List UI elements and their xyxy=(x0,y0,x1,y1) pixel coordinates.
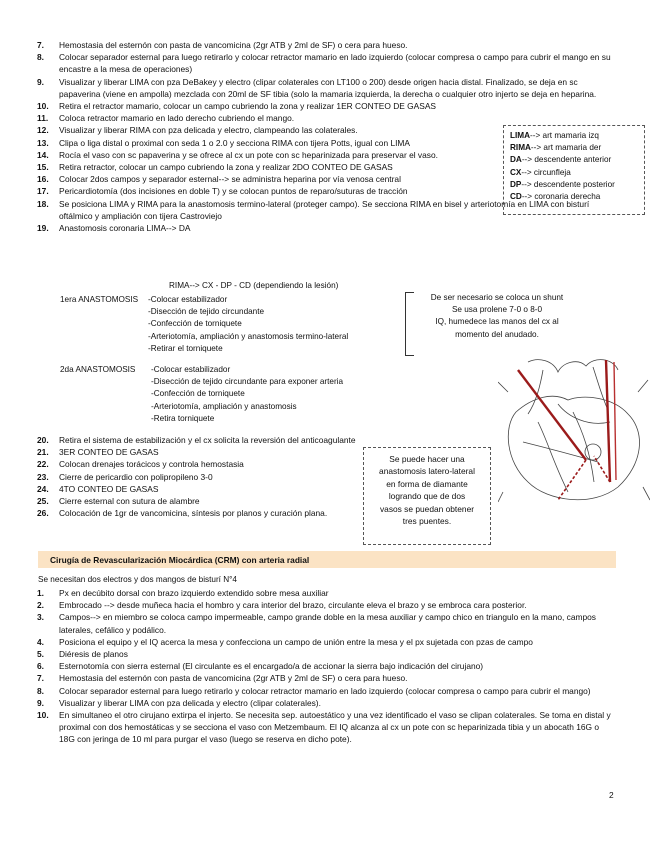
item-text: Embrocado --> desde muñeca hacia el hombro y cara interior del brazo, circulante eleva el brazo y se embroca cara posterior. xyxy=(59,600,527,611)
item-number: 6. xyxy=(37,661,44,672)
list-item xyxy=(0,685,655,697)
page-number: 2 xyxy=(609,790,614,800)
item-text: Posiciona el equipo y el IQ acerca la mesa y confecciona un campo de unión entre la mesa y el px sujetada con pzas de campo xyxy=(59,636,533,647)
item-number: 12. xyxy=(37,125,49,136)
item-text: Visualizar y liberar LIMA con pza DeBakey y electro (clipar colaterales con LT100 o 200) desde origen hacia distal. Finalizado, se deja en sc papaverina (viene en ampolla) mezclada con 20ml de SF tibia (solo la mamaria izquierda, la derecha o cualquier otro injerto se deja en heparina. xyxy=(59,76,597,99)
list-item xyxy=(0,697,655,709)
item-text: Pericardiotomía (dos incisiones en doble T) y se colocan puntos de reparo/suturas de tracción xyxy=(59,186,408,197)
item-text: En simultaneo el otro cirujano extirpa el injerto. Se necesita sep. autoestático y una vez identificado el vaso se clipan colaterales. Se toma en distal y proximal con dos hemostáticas y se secciona el vaso con Metzembaum. El IQ alcanza al cx un pote con sc heparinizada tibia y un abocath 16G o 18G con jeringa de 10 ml para purgar el vaso (luego se reserva en dicho pote). xyxy=(59,710,611,745)
item-number: 5. xyxy=(37,649,44,660)
legend-row xyxy=(510,130,644,142)
item-text: Diéresis de planos xyxy=(59,649,128,660)
legend-desc: --> descendente posterior xyxy=(521,179,615,189)
list-item xyxy=(0,434,655,446)
item-number: 8. xyxy=(37,685,44,696)
item-number: 26. xyxy=(37,508,49,519)
lateral-line: vasos se puedan obtener xyxy=(379,503,475,514)
shunt-line: De ser necesario se coloca un shunt xyxy=(430,293,564,302)
item-text: Rocía el vaso con sc papaverina y se ofrece al cx un pote con sc heparinizada para preservar el vaso. xyxy=(59,149,438,160)
list-item xyxy=(0,709,655,746)
legend-row xyxy=(510,154,644,166)
item-number: 8. xyxy=(37,52,44,63)
list-item xyxy=(0,672,655,684)
item-number: 14. xyxy=(37,149,49,160)
shunt-line: IQ, humedece las manos del cx al xyxy=(435,317,559,327)
list-item xyxy=(0,587,655,599)
anastomosis-step: -Arteriotomía, ampliación y anastomosis xyxy=(151,401,297,411)
item-number: 24. xyxy=(37,483,49,494)
anastomosis-step: -Disección de tejido circundante xyxy=(148,307,265,317)
item-number: 21. xyxy=(37,447,49,458)
legend-row xyxy=(510,179,644,191)
legend-desc: --> descendente anterior xyxy=(521,155,612,165)
item-text: Retira retractor, colocar un campo cubriendo la zona y realizar 2DO CONTEO DE GASAS xyxy=(59,162,393,173)
item-number: 2. xyxy=(37,600,44,611)
anastomosis2-label: 2da ANASTOMOSIS xyxy=(60,365,136,374)
item-text: Retira el sistema de estabilización y el cx solicita la reversión del anticoagulante xyxy=(59,435,356,445)
item-text: Clipa o liga distal o proximal con seda 1 o 2.0 y secciona RIMA con tijera Potts, igual con LIMA xyxy=(59,137,410,148)
item-text: Esternotomía con sierra esternal (El circulante es el encargado/a de accionar la sierra bajo indicación del cirujano) xyxy=(59,661,484,672)
anastomosis2-steps xyxy=(151,364,343,425)
item-number: 25. xyxy=(37,496,49,507)
legend-desc: --> circunfleja xyxy=(521,167,571,177)
anastomosis1-label: 1era ANASTOMOSIS xyxy=(60,295,139,304)
legend-row xyxy=(510,167,644,179)
lateral-line: logrando que de dos xyxy=(388,491,466,502)
lateral-line: anastomosis latero-lateral xyxy=(379,466,475,477)
item-number: 17. xyxy=(37,186,49,197)
legend-abbr: LIMA xyxy=(510,131,531,140)
item-number: 1. xyxy=(37,588,44,598)
item-number: 19. xyxy=(37,223,49,234)
item-text: Campos--> en miembro se coloca campo impermeable, campo grande doble en la mesa auxiliar y campo chico en triangulo en la mano, campos laterales, cefálico y podálico. xyxy=(59,612,596,635)
lateral-line: en forma de diamante xyxy=(386,478,468,489)
item-number: 11. xyxy=(37,113,49,124)
rima-line: RIMA--> CX - DP - CD (dependiendo la lesión) xyxy=(169,281,339,290)
anastomosis1-steps xyxy=(148,294,348,355)
legend-row xyxy=(510,142,644,154)
list-item xyxy=(0,660,655,672)
list-item xyxy=(0,648,655,660)
item-number: 7. xyxy=(37,673,44,684)
anastomosis-step: -Disección de tejido circundante para exponer arteria xyxy=(151,377,344,387)
anastomosis-step: -Colocar estabilizador xyxy=(148,295,228,304)
legend-abbr: CD xyxy=(510,192,522,202)
list-item xyxy=(0,483,655,495)
item-text: Coloca retractor mamario en lado derecho cubriendo el mango. xyxy=(59,113,295,124)
list-item xyxy=(0,39,655,51)
legend-abbr: CX xyxy=(510,167,522,177)
item-text: Hemostasia del esternón con pasta de vancomicina (2gr ATB y 2ml de SF) o cera para hueso. xyxy=(59,673,408,684)
item-text: Retira el retractor mamario, colocar un campo cubriendo la zona y realizar 1ER CONTEO DE GASAS xyxy=(59,101,437,112)
anastomosis-step: -Colocar estabilizador xyxy=(151,365,231,374)
legend-abbr: DA xyxy=(510,155,522,165)
procedure-steps-bottom xyxy=(0,587,655,746)
section-title: Cirugía de Revascularización Miocárdica (CRM) con arteria radial xyxy=(50,555,310,565)
item-text: Colocar separador esternal para luego retirarlo y colocar retractor mamario en lado izquierdo (colocar compresa o campo para cubrir el mango en su encastre a la mesa de operaciones) xyxy=(59,52,611,75)
anastomosis-step: -Confección de torniquete xyxy=(148,319,242,329)
abbreviation-legend xyxy=(503,125,645,215)
item-number: 7. xyxy=(37,40,44,50)
item-text: 3ER CONTEO DE GASAS xyxy=(59,447,159,458)
item-number: 13. xyxy=(37,137,49,148)
item-text: Colocan drenajes torácicos y controla hemostasia xyxy=(59,459,244,470)
anastomosis-step: -Arteriotomía, ampliación y anastomosis termino-lateral xyxy=(148,331,349,341)
list-item xyxy=(0,458,655,470)
item-number: 22. xyxy=(37,459,49,470)
shunt-line: momento del anudado. xyxy=(455,329,539,339)
item-number: 9. xyxy=(37,76,44,87)
item-text: Hemostasia del esternón con pasta de vancomicina (2gr ATB y 2ml de SF) o cera para hueso. xyxy=(59,40,408,50)
legend-abbr: RIMA xyxy=(510,143,531,153)
item-text: Colocación de 1gr de vancomicina, síntesis por planos y curación plana. xyxy=(59,508,328,519)
item-text: Colocar separador esternal para luego retirarlo y colocar retractor mamario en lado izquierdo (colocar compresa o campo para cubrir el mango) xyxy=(59,685,591,696)
list-item xyxy=(0,471,655,483)
lateral-line: tres puentes. xyxy=(402,516,452,527)
item-text: Px en decúbito dorsal con brazo izquierdo extendido sobre mesa auxiliar xyxy=(59,588,329,598)
item-text: Visualizar y liberar LIMA con pza delicada y electro (clipar colaterales). xyxy=(59,697,321,708)
intro-line: Se necesitan dos electros y dos mangos de bisturí N°4 xyxy=(38,575,237,584)
lateral-anastomosis-note xyxy=(363,447,491,545)
lateral-line: Se puede hacer una xyxy=(389,454,465,464)
item-number: 4. xyxy=(37,636,44,647)
list-item xyxy=(0,636,655,648)
list-item xyxy=(0,599,655,611)
procedure-steps-mid xyxy=(0,434,655,519)
anastomosis-step: -Confección de torniquete xyxy=(151,389,245,399)
item-text: Cierre de pericardio con polipropileno 3-0 xyxy=(59,471,213,482)
legend-abbr: DP xyxy=(510,179,522,189)
section-title-band xyxy=(38,551,616,568)
item-number: 18. xyxy=(37,198,49,209)
list-item xyxy=(0,446,655,458)
list-item xyxy=(0,112,655,124)
list-item xyxy=(0,495,655,507)
list-item xyxy=(0,611,655,635)
legend-desc: --> coronaria derecha xyxy=(521,192,601,202)
item-text: Anastomosis coronaria LIMA--> DA xyxy=(59,223,191,234)
shunt-line: Se usa prolene 7-0 o 8-0 xyxy=(451,305,543,315)
item-number: 10. xyxy=(37,101,49,112)
item-number: 16. xyxy=(37,174,49,185)
item-number: 3. xyxy=(37,612,44,623)
shunt-note xyxy=(412,292,582,356)
item-number: 10. xyxy=(37,710,49,721)
list-item xyxy=(0,51,655,75)
item-number: 9. xyxy=(37,697,44,708)
legend-desc: --> art mamaria izq xyxy=(530,131,599,140)
item-number: 15. xyxy=(37,162,49,173)
anastomosis-step: -Retira torniquete xyxy=(151,413,215,423)
item-text: Visualizar y liberar RIMA con pza delicada y electro, clampeando las colaterales. xyxy=(59,125,358,136)
legend-row xyxy=(510,191,644,203)
list-item xyxy=(0,222,655,234)
item-text: Se posiciona LIMA y RIMA para la anastomosis termino-lateral (proteger campo). Se secciona RIMA en bisel y arteriotomía en LIMA con bisturí oftálmico y ampliación con tijera Castroviejo xyxy=(59,198,590,221)
item-text: Cierre esternal con sutura de alambre xyxy=(59,496,200,507)
legend-desc: --> art mamaria der xyxy=(530,143,602,153)
item-text: Colocar 2dos campos y separador esternal--> se administra heparina por vía venosa central xyxy=(59,174,401,185)
list-item xyxy=(0,507,655,519)
list-item xyxy=(0,76,655,100)
anastomosis-step: -Retirar el torniquete xyxy=(148,343,223,353)
list-item xyxy=(0,100,655,112)
item-number: 20. xyxy=(37,435,49,445)
item-number: 23. xyxy=(37,471,49,482)
item-text: 4TO CONTEO DE GASAS xyxy=(59,483,159,494)
